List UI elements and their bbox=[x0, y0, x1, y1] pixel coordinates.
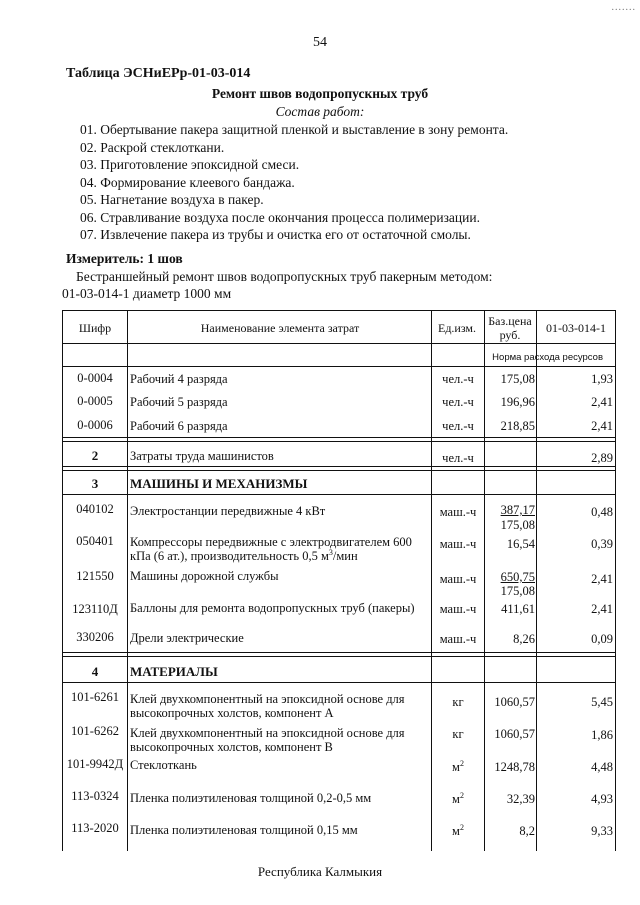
section-code: 4 bbox=[91, 664, 99, 679]
row-price: 1060,57 bbox=[494, 695, 535, 709]
row-price: 1248,78 bbox=[494, 760, 535, 774]
row-unit: кг bbox=[452, 695, 464, 709]
resource-table bbox=[62, 310, 616, 851]
row-price: 32,39 bbox=[506, 792, 535, 806]
row-price: 218,85 bbox=[500, 419, 535, 433]
work-title: Ремонт швов водопропускных труб bbox=[211, 86, 429, 101]
row-code: 113-2020 bbox=[71, 821, 119, 835]
operation-item: 01. Обертывание пакера защитной пленкой и выставление в зону ремонта. bbox=[80, 122, 509, 137]
row-name: Рабочий 6 разряда bbox=[130, 419, 228, 433]
row-divider bbox=[63, 466, 615, 471]
page-footer: Республика Калмыкия bbox=[257, 864, 383, 879]
row-divider bbox=[63, 437, 615, 442]
row-code: 123110Д bbox=[72, 602, 118, 616]
row-code: 0-0005 bbox=[77, 394, 113, 408]
row-name-text: /мин bbox=[332, 549, 358, 563]
superscript: 2 bbox=[459, 822, 464, 832]
header-norm: 01-03-014-1 bbox=[546, 321, 606, 335]
row-unit: чел.-ч bbox=[442, 372, 474, 386]
row-unit: маш.-ч bbox=[439, 505, 477, 519]
header-price-line1: Баз.цена bbox=[488, 314, 532, 328]
row-unit: чел.-ч bbox=[442, 395, 474, 409]
row-norm: 2,41 bbox=[591, 572, 613, 586]
unit-text: м bbox=[452, 792, 460, 806]
row-code: 101-6262 bbox=[71, 724, 119, 738]
row-price: 8,2 bbox=[519, 824, 535, 838]
row-name-line1: Клей двухкомпонентный на эпоксидной основе для bbox=[130, 692, 405, 706]
corner-marks: ....... bbox=[611, 2, 636, 13]
row-norm: 2,41 bbox=[591, 395, 613, 409]
header-price-line2: руб. bbox=[499, 328, 521, 342]
row-name-line2: высокопрочных холстов, компонент А bbox=[130, 706, 334, 720]
row-price: 8,26 bbox=[513, 632, 535, 646]
row-code: 101-6261 bbox=[71, 690, 119, 704]
operations-list bbox=[80, 121, 508, 244]
column-divider bbox=[431, 311, 432, 851]
row-name: Пленка полиэтиленовая толщиной 0,15 мм bbox=[130, 823, 358, 837]
row-code: 0-0004 bbox=[77, 371, 113, 385]
unit-text: м bbox=[452, 760, 460, 774]
header-name: Наименование элемента затрат bbox=[200, 321, 360, 335]
operation-item: 06. Стравливание воздуха после окончания процесса полимеризации. bbox=[80, 209, 480, 225]
row-norm: 0,09 bbox=[591, 632, 613, 646]
row-code: 2 bbox=[91, 448, 99, 463]
operation-item: 03. Приготовление эпоксидной смеси. bbox=[80, 157, 300, 172]
row-norm: 4,48 bbox=[591, 760, 613, 774]
row-divider bbox=[63, 652, 615, 657]
row-unit: кг bbox=[452, 727, 464, 741]
row-name-text: кПа (6 ат.), производительность 0,5 м bbox=[130, 549, 329, 563]
operation-item: 04. Формирование клеевого бандажа. bbox=[80, 174, 295, 190]
header-code: Шифр bbox=[78, 321, 112, 335]
row-norm: 1,86 bbox=[591, 728, 613, 742]
work-subtitle: Состав работ: bbox=[275, 104, 365, 119]
row-name: Затраты труда машинистов bbox=[130, 449, 274, 463]
row-price: 175,08 bbox=[500, 372, 535, 386]
row-price: 1060,57 bbox=[494, 727, 535, 741]
row-divider bbox=[63, 494, 615, 495]
row-unit bbox=[433, 792, 483, 806]
row-norm: 2,41 bbox=[591, 602, 613, 616]
row-unit bbox=[433, 824, 483, 838]
operation-item: 02. Раскрой стеклоткани. bbox=[80, 139, 225, 155]
meter-value: 1 шов bbox=[147, 251, 183, 266]
row-unit: маш.-ч bbox=[439, 572, 477, 586]
row-name-line1: Клей двухкомпонентный на эпоксидной основе для bbox=[130, 726, 405, 740]
section-code: 3 bbox=[91, 476, 99, 491]
row-code: 040102 bbox=[76, 502, 114, 516]
header-unit: Ед.изм. bbox=[437, 321, 477, 335]
row-price-sub: 175,08 bbox=[500, 584, 535, 598]
row-unit bbox=[433, 760, 483, 774]
row-name: Рабочий 5 разряда bbox=[130, 395, 228, 409]
row-norm: 2,89 bbox=[591, 451, 613, 465]
row-divider bbox=[63, 682, 615, 683]
row-code: 330206 bbox=[76, 630, 114, 644]
row-norm: 0,48 bbox=[591, 505, 613, 519]
table-title: Таблица ЭСНиЕРр-01-03-014 bbox=[66, 66, 251, 81]
row-code: 121550 bbox=[76, 569, 114, 583]
row-name: Пленка полиэтиленовая толщиной 0,2-0,5 мм bbox=[130, 791, 372, 805]
row-code: 113-0324 bbox=[71, 789, 119, 803]
row-price: 196,96 bbox=[500, 395, 535, 409]
operation-item: 05. Нагнетание воздуха в пакер. bbox=[80, 192, 264, 207]
meter-line bbox=[66, 251, 183, 267]
superscript: 3 bbox=[328, 547, 333, 557]
row-norm: 0,39 bbox=[591, 537, 613, 551]
row-code: 050401 bbox=[76, 534, 114, 548]
row-norm: 2,41 bbox=[591, 419, 613, 433]
row-unit: чел.-ч bbox=[442, 451, 474, 465]
method-description: Бестраншейный ремонт швов водопропускных труб пакерным методом: bbox=[76, 269, 493, 284]
row-code: 101-9942Д bbox=[66, 757, 124, 771]
norm-caption: Норма расхода ресурсов bbox=[492, 352, 603, 363]
row-norm: 1,93 bbox=[591, 372, 613, 386]
row-unit: маш.-ч bbox=[439, 537, 477, 551]
row-code: 0-0006 bbox=[77, 418, 113, 432]
unit-text: м bbox=[452, 824, 460, 838]
row-price: 387,17 bbox=[500, 503, 535, 517]
row-name: Электростанции передвижные 4 кВт bbox=[130, 504, 326, 518]
row-price-sub: 175,08 bbox=[500, 518, 535, 532]
row-unit: маш.-ч bbox=[439, 602, 477, 616]
row-divider bbox=[63, 343, 615, 344]
row-name: Баллоны для ремонта водопропускных труб (пакеры) bbox=[130, 601, 415, 615]
row-norm: 5,45 bbox=[591, 695, 613, 709]
row-name: Машины дорожной службы bbox=[130, 569, 279, 583]
row-name: Рабочий 4 разряда bbox=[130, 372, 228, 386]
row-name-line2: высокопрочных холстов, компонент В bbox=[130, 740, 333, 754]
row-price: 16,54 bbox=[506, 537, 535, 551]
row-norm: 4,93 bbox=[591, 792, 613, 806]
section-title: МАШИНЫ И МЕХАНИЗМЫ bbox=[130, 476, 308, 491]
row-name: Дрели электрические bbox=[130, 631, 244, 645]
superscript: 2 bbox=[459, 790, 464, 800]
row-name-line1: Компрессоры передвижные с электродвигателем 600 bbox=[130, 535, 412, 549]
operation-item: 07. Извлечение пакера из трубы и очистка его от остаточной смолы. bbox=[80, 227, 471, 242]
superscript: 2 bbox=[459, 758, 464, 768]
meter-label: Измеритель: bbox=[66, 251, 145, 266]
row-divider bbox=[63, 366, 615, 367]
row-name: Стеклоткань bbox=[130, 758, 197, 772]
row-price: 411,61 bbox=[501, 602, 535, 616]
row-name-line2 bbox=[130, 549, 430, 563]
row-price: 650,75 bbox=[500, 570, 535, 584]
row-unit: чел.-ч bbox=[442, 419, 474, 433]
page-number: 54 bbox=[313, 35, 327, 50]
section-title: МАТЕРИАЛЫ bbox=[130, 664, 218, 679]
row-norm: 9,33 bbox=[591, 824, 613, 838]
norm-code-line: 01-03-014-1 диаметр 1000 мм bbox=[62, 286, 232, 301]
row-unit: маш.-ч bbox=[439, 632, 477, 646]
